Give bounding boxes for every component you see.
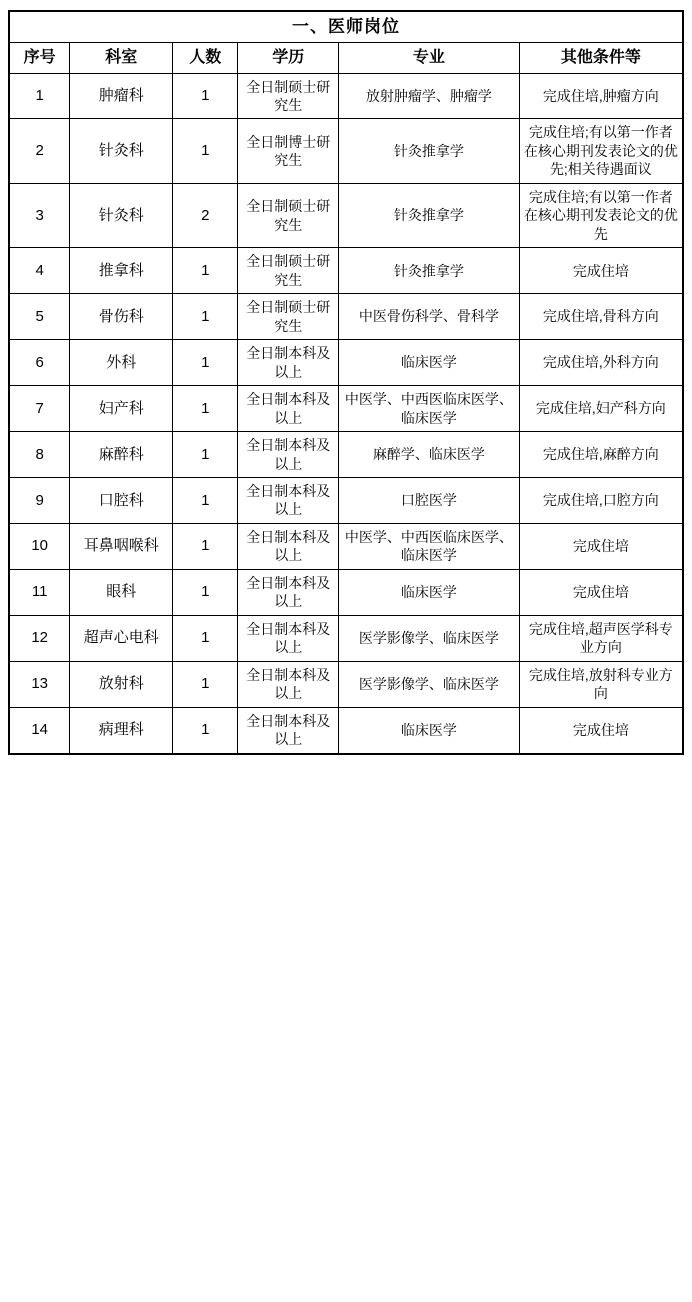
- cell-department: 针灸科: [70, 119, 173, 183]
- cell-count: 1: [173, 661, 238, 707]
- cell-education: 全日制本科及以上: [238, 615, 339, 661]
- cell-index: 5: [9, 294, 70, 340]
- cell-index: 9: [9, 477, 70, 523]
- table-row: [9, 294, 683, 340]
- cell-count: 1: [173, 386, 238, 432]
- cell-department: 眼科: [70, 569, 173, 615]
- cell-major: 麻醉学、临床医学: [339, 432, 520, 478]
- cell-major: 临床医学: [339, 707, 520, 753]
- cell-count: 1: [173, 73, 238, 119]
- cell-department: 肿瘤科: [70, 73, 173, 119]
- cell-department: 妇产科: [70, 386, 173, 432]
- cell-count: 1: [173, 119, 238, 183]
- cell-count: 1: [173, 432, 238, 478]
- table-row: [9, 183, 683, 247]
- cell-major: 针灸推拿学: [339, 119, 520, 183]
- table-row: [9, 119, 683, 183]
- table-row: [9, 386, 683, 432]
- cell-education: 全日制硕士研究生: [238, 183, 339, 247]
- cell-other: 完成住培: [519, 248, 683, 294]
- cell-other: 完成住培,麻醉方向: [519, 432, 683, 478]
- cell-major: 中医学、中西医临床医学、临床医学: [339, 386, 520, 432]
- cell-department: 耳鼻咽喉科: [70, 523, 173, 569]
- cell-department: 病理科: [70, 707, 173, 753]
- cell-other: 完成住培,骨科方向: [519, 294, 683, 340]
- cell-major: 医学影像学、临床医学: [339, 661, 520, 707]
- cell-education: 全日制硕士研究生: [238, 294, 339, 340]
- cell-other: 完成住培,肿瘤方向: [519, 73, 683, 119]
- cell-department: 超声心电科: [70, 615, 173, 661]
- cell-other: 完成住培: [519, 569, 683, 615]
- cell-education: 全日制本科及以上: [238, 477, 339, 523]
- cell-department: 外科: [70, 340, 173, 386]
- table-body: [9, 73, 683, 754]
- cell-major: 放射肿瘤学、肿瘤学: [339, 73, 520, 119]
- cell-count: 2: [173, 183, 238, 247]
- table-row: [9, 523, 683, 569]
- cell-index: 4: [9, 248, 70, 294]
- cell-major: 临床医学: [339, 569, 520, 615]
- cell-other: 完成住培: [519, 523, 683, 569]
- cell-education: 全日制本科及以上: [238, 386, 339, 432]
- column-header-index: 序号: [9, 43, 70, 73]
- cell-major: 中医学、中西医临床医学、临床医学: [339, 523, 520, 569]
- cell-index: 1: [9, 73, 70, 119]
- cell-index: 10: [9, 523, 70, 569]
- cell-education: 全日制博士研究生: [238, 119, 339, 183]
- cell-index: 14: [9, 707, 70, 753]
- table-row: [9, 432, 683, 478]
- column-header-major: 专业: [339, 43, 520, 73]
- cell-other: 完成住培: [519, 707, 683, 753]
- cell-major: 针灸推拿学: [339, 183, 520, 247]
- cell-index: 8: [9, 432, 70, 478]
- table-row: [9, 707, 683, 753]
- cell-major: 临床医学: [339, 340, 520, 386]
- table-row: [9, 569, 683, 615]
- cell-other: 完成住培,外科方向: [519, 340, 683, 386]
- cell-department: 推拿科: [70, 248, 173, 294]
- cell-education: 全日制本科及以上: [238, 661, 339, 707]
- table-header-row: [9, 43, 683, 73]
- cell-index: 3: [9, 183, 70, 247]
- cell-department: 针灸科: [70, 183, 173, 247]
- cell-education: 全日制硕士研究生: [238, 248, 339, 294]
- cell-department: 麻醉科: [70, 432, 173, 478]
- table-row: [9, 73, 683, 119]
- cell-other: 完成住培,超声医学科专业方向: [519, 615, 683, 661]
- cell-other: 完成住培,妇产科方向: [519, 386, 683, 432]
- cell-index: 2: [9, 119, 70, 183]
- cell-index: 7: [9, 386, 70, 432]
- cell-major: 针灸推拿学: [339, 248, 520, 294]
- cell-index: 6: [9, 340, 70, 386]
- job-positions-table: [8, 10, 684, 755]
- cell-education: 全日制本科及以上: [238, 432, 339, 478]
- cell-education: 全日制本科及以上: [238, 707, 339, 753]
- cell-count: 1: [173, 707, 238, 753]
- column-header-education: 学历: [238, 43, 339, 73]
- cell-index: 11: [9, 569, 70, 615]
- column-header-other: 其他条件等: [519, 43, 683, 73]
- cell-count: 1: [173, 523, 238, 569]
- table-title: 一、医师岗位: [9, 11, 683, 43]
- cell-major: 中医骨伤科学、骨科学: [339, 294, 520, 340]
- cell-other: 完成住培,放射科专业方向: [519, 661, 683, 707]
- cell-education: 全日制本科及以上: [238, 340, 339, 386]
- table-row: [9, 661, 683, 707]
- cell-major: 医学影像学、临床医学: [339, 615, 520, 661]
- column-header-department: 科室: [70, 43, 173, 73]
- cell-index: 12: [9, 615, 70, 661]
- cell-education: 全日制硕士研究生: [238, 73, 339, 119]
- cell-count: 1: [173, 569, 238, 615]
- table-row: [9, 248, 683, 294]
- cell-count: 1: [173, 477, 238, 523]
- cell-other: 完成住培,口腔方向: [519, 477, 683, 523]
- cell-department: 口腔科: [70, 477, 173, 523]
- table-title-row: [9, 11, 683, 43]
- cell-count: 1: [173, 340, 238, 386]
- cell-count: 1: [173, 248, 238, 294]
- cell-count: 1: [173, 615, 238, 661]
- cell-department: 骨伤科: [70, 294, 173, 340]
- cell-other: 完成住培;有以第一作者在核心期刊发表论文的优先: [519, 183, 683, 247]
- cell-department: 放射科: [70, 661, 173, 707]
- cell-other: 完成住培;有以第一作者在核心期刊发表论文的优先;相关待遇面议: [519, 119, 683, 183]
- table-row: [9, 615, 683, 661]
- cell-education: 全日制本科及以上: [238, 523, 339, 569]
- table-row: [9, 340, 683, 386]
- table-row: [9, 477, 683, 523]
- cell-education: 全日制本科及以上: [238, 569, 339, 615]
- cell-major: 口腔医学: [339, 477, 520, 523]
- cell-index: 13: [9, 661, 70, 707]
- column-header-count: 人数: [173, 43, 238, 73]
- cell-count: 1: [173, 294, 238, 340]
